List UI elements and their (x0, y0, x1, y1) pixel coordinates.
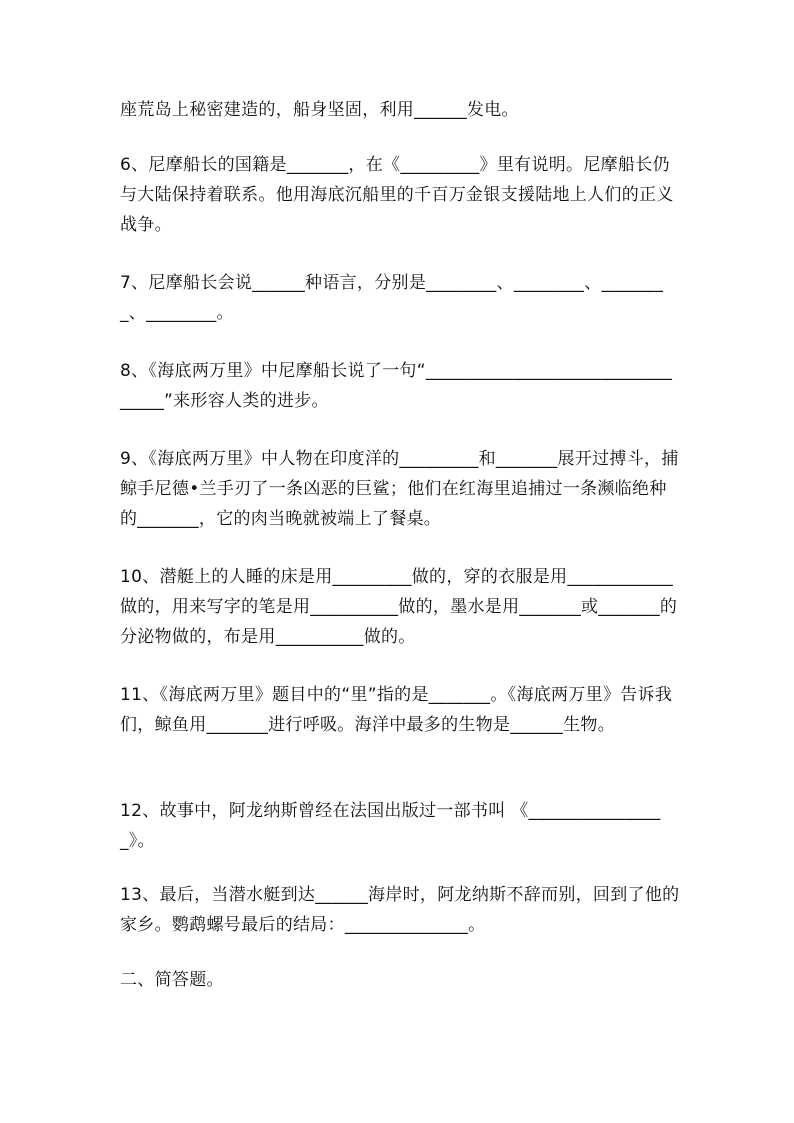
question-5-continuation: 座荒岛上秘密建造的，船身坚固，利用______发电。 (120, 100, 519, 120)
question-12: 12、故事中，阿龙纳斯曾经在法国出版过一部书叫 《________________》。 (120, 801, 661, 851)
section-heading-short-answer: 二、简答题。 (120, 970, 224, 990)
question-7: 7、尼摩船长会说______种语言，分别是________、________、________、________。 (120, 273, 664, 323)
question-6: 6、尼摩船长的国籍是_______，在《_________》里有说明。尼摩船长仍与大陆保持着联系。他用海底沉船里的千百万金银支援陆地上人们的正义战争。 (120, 155, 674, 235)
question-11: 11、《海底两万里》题目中的“里”指的是_______。《海底两万里》告诉我们，鲸鱼用_______进行呼吸。海洋中最多的生物是______生物。 (120, 685, 673, 735)
question-8: 8、《海底两万里》中尼摩船长说了一句“____________________________ _____”来形容人类的进步。 (120, 361, 678, 411)
question-9: 9、《海底两万里》中人物在印度洋的_________和_______展开过搏斗，捕鲸手尼德•兰手刃了一条凶恶的巨鲨；他们在红海里追捕过一条濒临绝种的_______，它的肉当晚就被端上了餐桌。 (120, 449, 679, 529)
question-10: 10、潜艇上的人睡的床是用_________做的，穿的衣服是用____________做的，用来写字的笔是用__________做的，墨水是用_______或_______的分泌物做的，布是用__________做的。 (120, 567, 678, 647)
question-13: 13、最后，当潜水艇到达______海岸时，阿龙纳斯不辞而别，回到了他的家乡。鹦鹉螺号最后的结局：______________。 (120, 885, 680, 935)
